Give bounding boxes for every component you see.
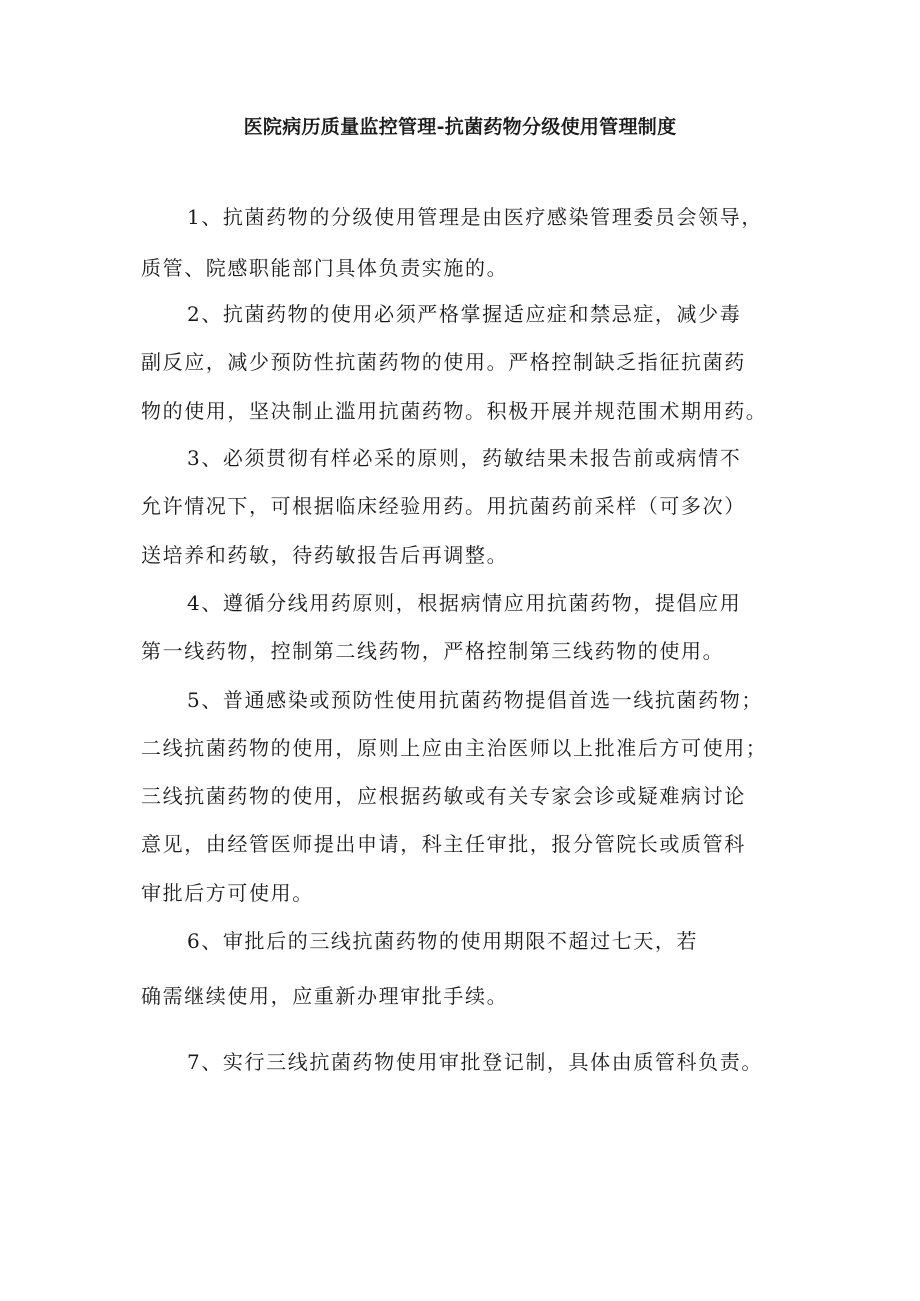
paragraph-1-line-1: 1、抗菌药物的分级使用管理是由医疗感染管理委员会领导，	[187, 205, 763, 229]
paragraph-5-line-2: 二线抗菌药物的使用，原则上应由主治医师以上批准后方可使用；	[141, 736, 768, 760]
paragraph-4-line-1: 4、遵循分线用药原则，根据病情应用抗菌药物，提倡应用	[187, 591, 742, 615]
paragraph-3-line-2: 允许情况下，可根据临床经验用药。用抗菌药前采样（可多次）	[141, 494, 746, 518]
document-title: 医院病历质量监控管理-抗菌药物分级使用管理制度	[243, 116, 677, 138]
paragraph-1-line-2: 质管、院感职能部门具体负责实施的。	[141, 256, 509, 280]
paragraph-3-line-1: 3、必须贯彻有样必采的原则，药敏结果未报告前或病情不	[187, 446, 742, 470]
paragraph-3-line-3: 送培养和药敏，待药敏报告后再调整。	[141, 543, 509, 567]
paragraph-4-line-2: 第一线药物，控制第二线药物，严格控制第三线药物的使用。	[141, 639, 725, 663]
paragraph-7-line-1: 7、实行三线抗菌药物使用审批登记制，具体由质管科负责。	[187, 1050, 763, 1074]
paragraph-5-line-1: 5、普通感染或预防性使用抗菌药物提倡首选一线抗菌药物；	[187, 688, 763, 712]
paragraph-2-line-1: 2、抗菌药物的使用必须严格掌握适应症和禁忌症，减少毒	[187, 302, 742, 326]
paragraph-5-line-3: 三线抗菌药物的使用，应根据药敏或有关专家会诊或疑难病讨论	[141, 784, 746, 808]
paragraph-5-line-5: 审批后方可使用。	[141, 881, 314, 905]
paragraph-2-line-2: 副反应，减少预防性抗菌药物的使用。严格控制缺乏指征抗菌药	[141, 350, 746, 374]
paragraph-2-line-3: 物的使用，坚决制止滥用抗菌药物。积极开展并规范围术期用药。	[141, 399, 768, 423]
paragraph-6-line-2: 确需继续使用，应重新办理审批手续。	[141, 984, 509, 1008]
paragraph-5-line-4: 意见，由经管医师提出申请，科主任审批，报分管院长或质管科	[141, 832, 746, 856]
paragraph-6-line-1: 6、审批后的三线抗菌药物的使用期限不超过七天，若	[187, 929, 699, 953]
